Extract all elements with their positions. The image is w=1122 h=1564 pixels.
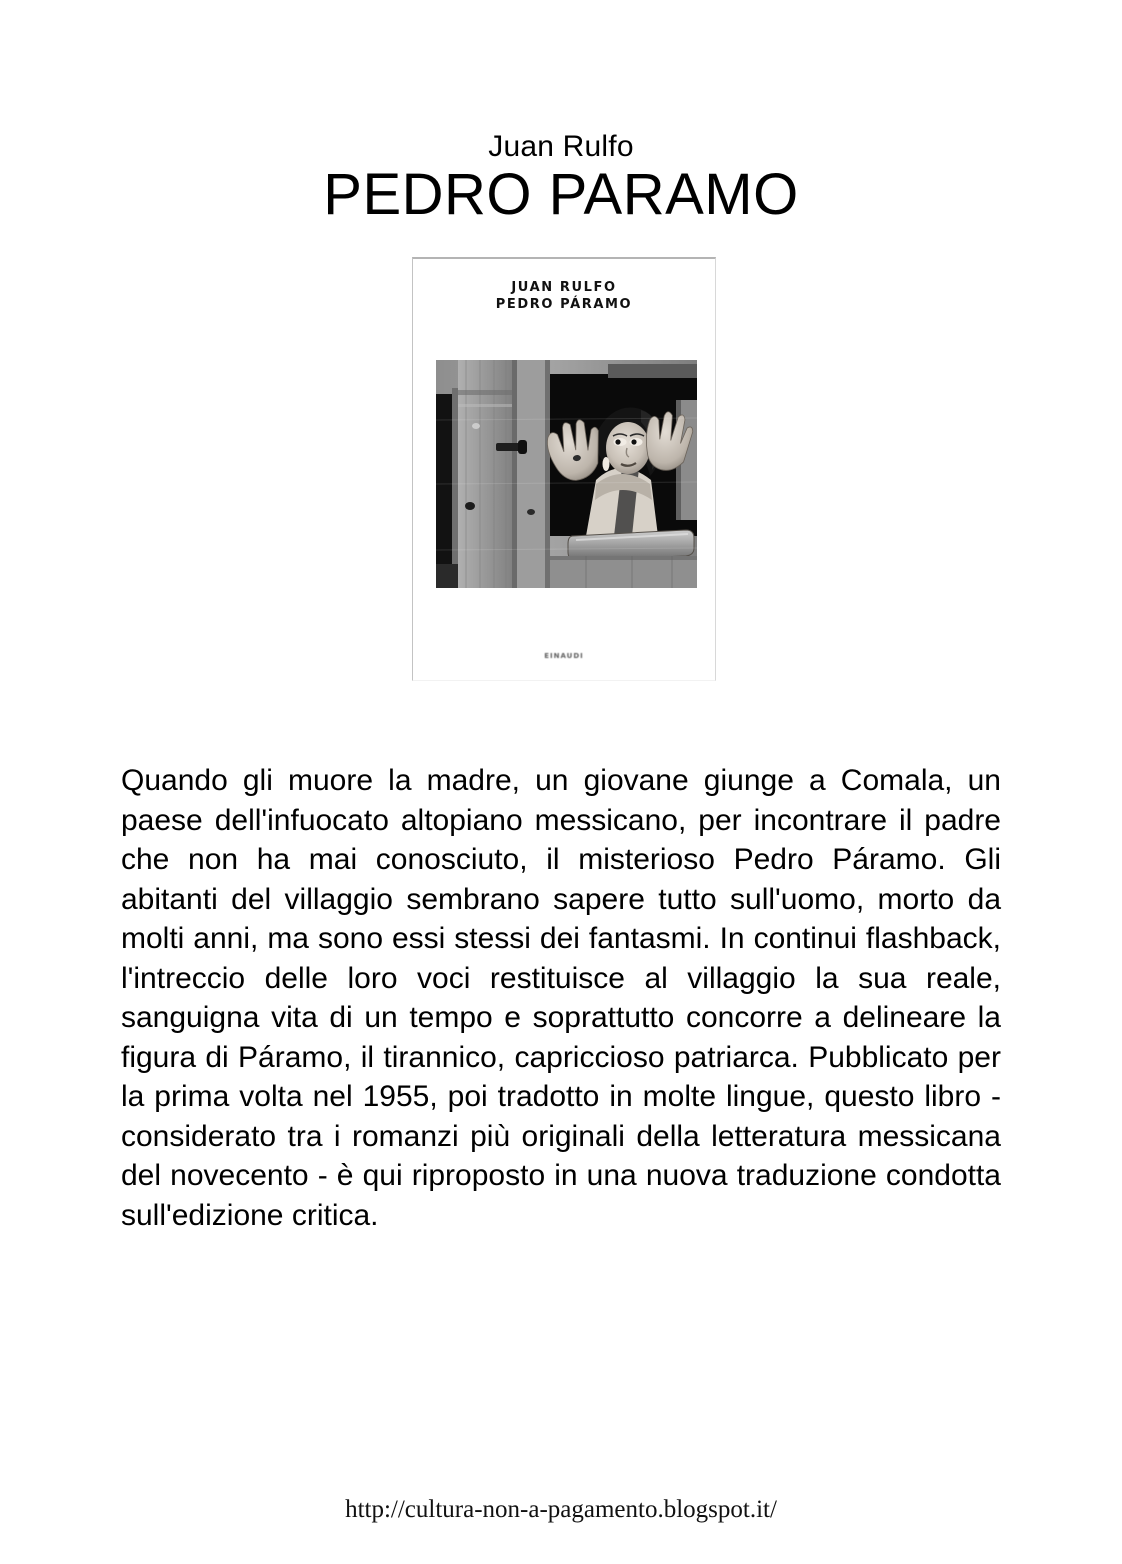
cover-author-line: JUAN RULFO — [511, 280, 617, 295]
cover-title-block — [413, 279, 715, 313]
author-name: Juan Rulfo — [488, 130, 634, 163]
cover-photograph — [436, 360, 697, 588]
page-title: PEDRO PARAMO — [323, 162, 799, 227]
cover-title-line: PEDRO PÁRAMO — [495, 297, 633, 312]
footer-source-url: http://cultura-non-a-pagamento.blogspot.it/ — [345, 1496, 777, 1523]
cover-publisher-imprint: EINAUDI — [544, 652, 584, 660]
book-description-paragraph: Quando gli muore la madre, un giovane giunge a Comala, un paese dell'infuocato altopiano messicano, per incontrare il padre che non ha mai conosciuto, il misterioso Pedro Páramo. Gli abitanti del villaggio sembrano sapere tutto sull'uomo, morto da molti anni, ma sono essi stessi dei fantasmi. In continui flashback, l'intreccio delle loro voci restituisce al villaggio la sua reale, sanguigna vita di un tempo e soprattutto concorre a delineare la figura di Páramo, il tirannico, capriccioso patriarca. Pubblicato per la prima volta nel 1955, poi tradotto in molte lingue, questo libro - considerato tra i romanzi più originali della letteratura messicana del novecento - è qui riproposto in una nuova traduzione condotta sull'edizione critica. — [121, 764, 1001, 1232]
book-cover-image — [412, 257, 716, 681]
